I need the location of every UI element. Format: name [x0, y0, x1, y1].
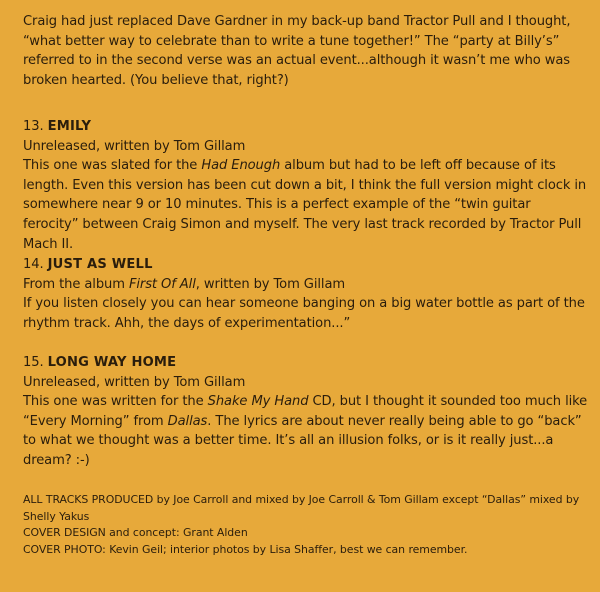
album-title: Shake My Hand: [207, 394, 309, 410]
album-title: Had Enough: [201, 158, 281, 174]
credit-label: COVER PHOTO:: [23, 542, 106, 556]
credit-text: and concept: Grant Alden: [105, 526, 248, 540]
track-title: JUST AS WELL: [47, 257, 153, 272]
track-title: EMILY: [47, 119, 92, 134]
credit-label: ALL TRACKS PRODUCED: [23, 493, 154, 506]
track-credit: Unreleased, written by Tom Gillam: [23, 138, 246, 154]
credit-label: COVER DESIGN: [23, 526, 106, 540]
track-13: [23, 117, 589, 254]
track-heading: [23, 255, 589, 275]
credit-text: , written by Tom Gillam: [195, 276, 346, 292]
intro-paragraph: Craig had just replaced Dave Gardner in my back-up band Tractor Pull and I thought, “what better way to celebrate than to write a tune together!” The “party at Billy’s” referred to in the second verse was an actual event...although it wasn’t me who was broken hearted. (You believe that, right?): [23, 14, 571, 88]
credit-text: From the album: [23, 276, 129, 292]
notes-text: CD, but I thought it sounded too much like “Every Morning” from: [23, 394, 588, 429]
song-title: Dallas: [167, 413, 208, 429]
track-14: [23, 255, 589, 333]
credit-text: by Joe Carroll and mixed by Joe Carroll & Tom Gillam except “Dallas” mixed by Shelly Yakus: [23, 493, 580, 523]
notes-text: This one was written for the: [23, 394, 208, 410]
track-number: 13.: [23, 119, 44, 134]
track-title: LONG WAY HOME: [47, 355, 177, 370]
album-title: First Of All: [128, 276, 196, 292]
track-number: 15.: [23, 355, 44, 370]
track-credit: [23, 275, 589, 295]
notes-text: . The lyrics are about never really being able to go “back” to what we thought was a better time. It’s all an illusion folks, or is it really just...a dream? :-): [23, 413, 582, 468]
track-number: 14.: [23, 257, 44, 272]
track-notes: [23, 156, 589, 254]
track-notes: [23, 392, 589, 470]
track-heading: [23, 353, 589, 373]
track-notes: If you listen closely you can hear someone banging on a big water bottle as part of the rhythm track. Ahh, the days of experimentation...”: [23, 296, 585, 331]
notes-text: This one was slated for the: [23, 158, 202, 174]
track-15: [23, 353, 589, 471]
notes-text: album but had to be left off because of its length. Even this version has been cut down a bit, I think the full version might clock in somewhere near 9 or 10 minutes. This is a perfect example of the “twin guitar ferocity” between Craig Simon and myself. The very last track recorded by Tractor Pull Mach II.: [23, 158, 587, 252]
credit-text: Kevin Geil; interior photos by Lisa Shaffer, best we can remember.: [105, 542, 468, 556]
cover-design-credit: [23, 525, 589, 542]
cover-photo-credit: [23, 542, 589, 559]
produced-credit: [23, 492, 589, 525]
production-credits: [23, 492, 589, 558]
track-heading: [23, 117, 589, 137]
track-credit: Unreleased, written by Tom Gillam: [23, 374, 246, 390]
